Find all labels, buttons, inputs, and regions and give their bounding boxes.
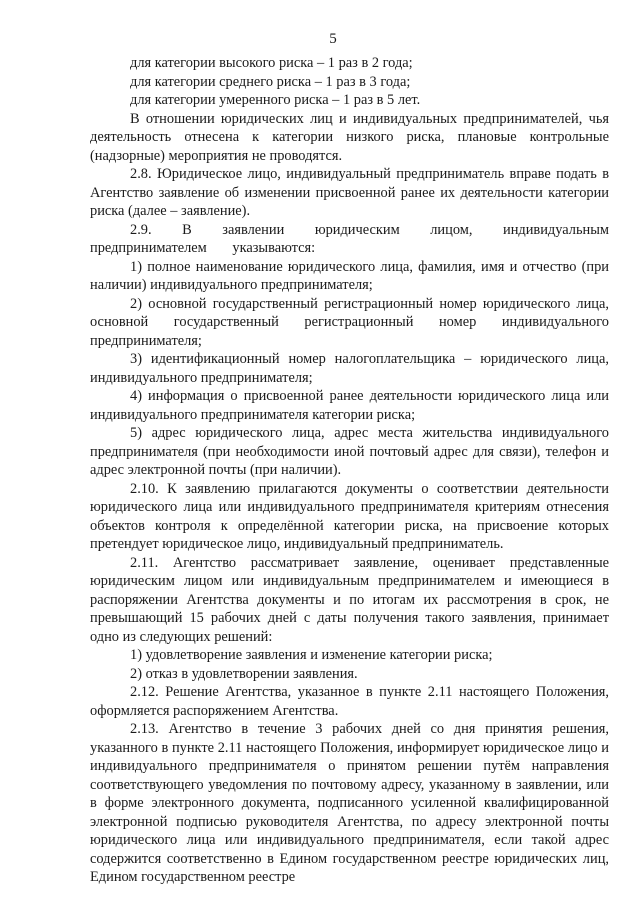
paragraph-2-9: 2.9. В заявлении юридическим лицом, индивидуальным предпринимателем указываются: <box>90 221 609 256</box>
list-item-high-risk: для категории высокого риска – 1 раз в 2 года; <box>130 55 413 71</box>
paragraph-low-risk: В отношении юридических лиц и индивидуальных предпринимателей, чья деятельность отнесена к категории низкого риска, плановые контрольные (надзорные) мероприятия не проводятся. <box>90 110 609 164</box>
page-number: 5 <box>329 31 337 47</box>
paragraph-2-11: 2.11. Агентство рассматривает заявление, оценивает представленные юридическим лицом или индивидуальным предпринимателем и имеющиеся в распоряжении Агентства документы и по итогам их рассмотрения в срок, не превышающий 15 рабочих дней с даты получения такого заявления, принимает одно из следующих решений: <box>90 554 609 645</box>
list-item-2: 2) основной государственный регистрационный номер юридического лица, основной государственный регистрационный номер индивидуального предпринимателя; <box>90 295 609 349</box>
decision-option-2: 2) отказ в удовлетворении заявления. <box>130 665 358 682</box>
paragraph-2-12: 2.12. Решение Агентства, указанное в пункте 2.11 настоящего Положения, оформляется распоряжением Агентства. <box>90 684 609 719</box>
document-body <box>90 54 609 887</box>
list-item-1: 1) полное наименование юридического лица, фамилия, имя и отчество (при наличии) индивидуального предпринимателя; <box>90 258 609 293</box>
decision-option-1: 1) удовлетворение заявления и изменение категории риска; <box>130 647 493 663</box>
paragraph-2-8: 2.8. Юридическое лицо, индивидуальный предприниматель вправе подать в Агентство заявление об изменении присвоенной ранее их деятельности категории риска (далее – заявление). <box>90 166 609 219</box>
list-item-moderate-risk: для категории умеренного риска – 1 раз в 5 лет. <box>130 92 421 108</box>
paragraph-2-10: 2.10. К заявлению прилагаются документы о соответствии деятельности юридического лица или индивидуального предпринимателя критериям отнесения объектов контроля к определённой категории риска, на присвоение которых претендует юридическое лицо, индивидуальный предприниматель. <box>90 480 609 552</box>
list-item-4: 4) информация о присвоенной ранее деятельности юридического лица или индивидуального предпринимателя категории риска; <box>90 388 609 423</box>
paragraph-2-13: 2.13. Агентство в течение 3 рабочих дней со дня принятия решения, указанного в пункте 2.11 настоящего Положения, информирует юридическое лицо и индивидуального предпринимателя о принятом решении путём направления соответствующего уведомления по почтовому адресу, указанному в заявлении, или в форме электронного документа, подписанного усиленной квалифицированной электронной подписью руководителя Агентства, по адресу электронной почты юридического лица или индивидуального предпринимателя, если такой адрес содержится соответственно в Едином государственном реестре юридических лиц, Едином государственном реестре <box>90 721 609 885</box>
list-item-medium-risk: для категории среднего риска – 1 раз в 3 года; <box>130 73 411 90</box>
list-item-3: 3) идентификационный номер налогоплательщика – юридического лица, индивидуального предпринимателя; <box>90 351 609 386</box>
list-item-5: 5) адрес юридического лица, адрес места жительства индивидуального предпринимателя (при необходимости иной почтовый адрес для связи), телефон и адрес электронной почты (при наличии). <box>90 425 609 478</box>
